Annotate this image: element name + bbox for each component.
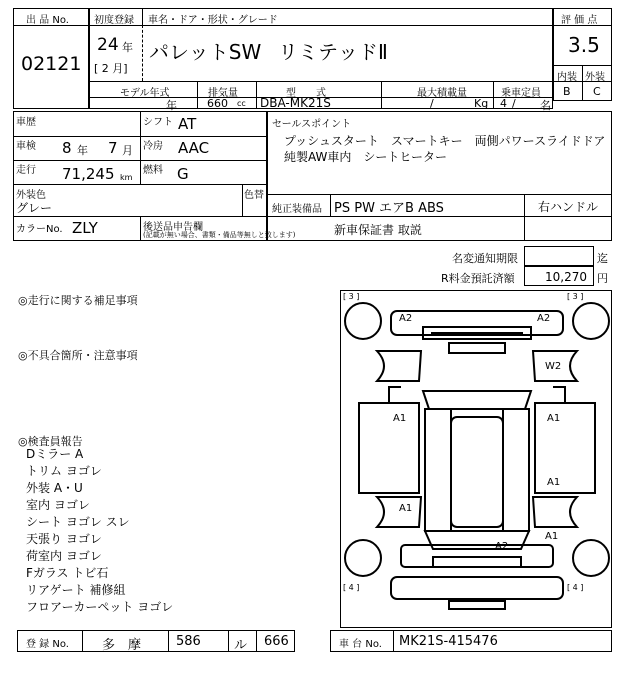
list-item: Dミラー A	[26, 447, 84, 461]
front-left-tag: [ 3 ]	[343, 292, 360, 301]
mileage-value: 71,245	[62, 165, 115, 183]
damage-mark-front-fender-right: W2	[545, 361, 562, 372]
damage-mark-rear-left: A1	[399, 503, 413, 514]
exterior-color-label: 外装色	[16, 190, 46, 201]
registration-class: 586	[176, 634, 201, 649]
car-name-label: 車名・ドア・形状・グレード	[148, 15, 278, 26]
list-item: 外装 A・U	[26, 481, 83, 495]
inspector-report-list	[26, 446, 326, 616]
registration-kana: ル	[234, 638, 248, 653]
recycle-fee-unit: 円	[597, 272, 608, 285]
chassis-number: MK21S-415476	[399, 634, 498, 649]
ac-value: AAC	[178, 139, 210, 157]
exterior-grade: C	[593, 85, 601, 98]
mileage-unit: km	[120, 173, 133, 182]
first-registration-label: 初度登録	[94, 15, 134, 26]
capacity-unit: 名	[540, 99, 551, 112]
remarks-area	[18, 290, 338, 630]
lot-number-box	[13, 8, 89, 109]
registration-box	[17, 630, 295, 652]
vehicle-header-box	[89, 8, 553, 112]
car-outline	[341, 291, 613, 629]
damage-mark-front-door-right: A1	[547, 413, 561, 424]
name-change-deadline-field	[524, 246, 594, 266]
interior-label: 内装	[557, 72, 577, 83]
rear-right-tag: [ 4 ]	[567, 583, 584, 592]
max-load-slash: /	[430, 97, 434, 110]
recycle-fee-value: 10,270	[545, 270, 587, 284]
rear-left-tag: [ 4 ]	[343, 583, 360, 592]
list-item: 天張り ヨゴレ	[26, 532, 102, 546]
displacement-label: 排気量	[208, 88, 238, 99]
shift-value: AT	[178, 115, 197, 133]
list-item: 荷室内 ヨゴレ	[26, 549, 102, 563]
score-box	[553, 8, 612, 101]
capacity-slash: /	[512, 97, 516, 110]
chassis-box	[330, 630, 612, 652]
fuel-value: G	[177, 165, 189, 183]
model-code: DBA-MK21S	[260, 96, 331, 110]
damage-mark-front-bumper-right: A2	[537, 313, 551, 324]
first-registration-year: 24	[97, 35, 119, 55]
ac-label: 冷房	[143, 141, 163, 152]
registration-label: 登 録 No.	[26, 639, 69, 650]
color-change-label: 色替	[244, 190, 264, 201]
inspection-year-unit: 年	[77, 144, 88, 157]
damage-mark-rear-right: A1	[545, 531, 559, 542]
score-value: 3.5	[568, 33, 600, 57]
inspection-year: 8	[62, 139, 72, 157]
displacement-unit: cc	[237, 99, 246, 108]
inspection-label: 車検	[16, 141, 36, 152]
sales-point-box	[267, 111, 612, 241]
car-damage-diagram	[340, 290, 612, 628]
chassis-label: 車 台 No.	[339, 639, 382, 650]
shift-label: シフト	[143, 117, 173, 128]
fuel-label: 燃料	[143, 165, 163, 176]
steering-value: 右ハンドル	[538, 200, 599, 214]
equipment-label: 純正装備品	[272, 204, 322, 215]
name-change-deadline-unit: 迄	[597, 252, 608, 265]
front-right-tag: [ 3 ]	[567, 292, 584, 301]
exterior-label: 外装	[585, 72, 605, 83]
name-change-deadline-label: 名変通知期限	[452, 252, 518, 265]
inspector-report-title: ◎検査員報告	[18, 435, 83, 448]
model-year-unit: 年	[166, 99, 177, 112]
mileage-label: 走行	[16, 165, 36, 176]
aftermarket-note: (記載が無い場合、書類・備品等無しと致します)	[143, 231, 296, 239]
aftermarket-label: 後送品申告欄	[143, 222, 203, 233]
warranty-value: 新車保証書 取説	[334, 223, 422, 237]
lot-number: 02121	[21, 53, 82, 75]
defects-remarks-title: ◎不具合箇所・注意事項	[18, 349, 138, 362]
car-grade: リミテッドⅡ	[278, 40, 388, 64]
list-item: 室内 ヨゴレ	[26, 498, 90, 512]
max-load-label: 最大積載量	[417, 88, 467, 99]
first-registration-year-unit: 年	[122, 41, 133, 54]
spec-box	[13, 111, 296, 241]
capacity-value: 4	[500, 97, 507, 110]
score-label: 評 価 点	[561, 15, 598, 26]
equipment-value: PS PW エアB ABS	[334, 201, 444, 216]
recycle-fee-field	[524, 266, 594, 286]
sales-point-line1: プッシュスタート スマートキー 両側パワースライドドア	[284, 134, 606, 148]
list-item: Fガラス トビ石	[26, 566, 109, 580]
max-load-unit: Kg	[474, 97, 489, 110]
color-number-label: カラーNo.	[16, 224, 63, 235]
displacement: 660	[207, 97, 228, 110]
list-item: フロアーカーペット ヨゴレ	[26, 600, 174, 614]
damage-mark-front-door-left: A1	[393, 413, 407, 424]
model-code-label: 型 式	[286, 88, 326, 99]
first-registration-month: [ 2 月]	[94, 62, 128, 75]
damage-mark-rear-gate: A2	[495, 541, 509, 552]
damage-mark-front-bumper-left: A2	[399, 313, 413, 324]
list-item: リアゲート 補修組	[26, 583, 126, 597]
registration-area: 多 摩	[102, 638, 142, 653]
color-number-value: ZLY	[72, 219, 98, 237]
capacity-label: 乗車定員	[501, 88, 541, 99]
history-label: 車歴	[16, 117, 36, 128]
interior-grade: B	[563, 85, 571, 98]
registration-number: 666	[264, 634, 289, 649]
sales-point-label: セールスポイント	[272, 119, 352, 130]
inspection-month: 7	[108, 139, 118, 157]
car-name: パレットSW	[149, 40, 262, 64]
sales-point-line2: 純製AW車内 シートヒーター	[284, 150, 447, 164]
inspection-month-unit: 月	[122, 144, 133, 157]
damage-mark-rear-door-right: A1	[547, 477, 561, 488]
exterior-color-value: グレー	[16, 201, 53, 215]
recycle-fee-label: R料金預託済額	[441, 272, 515, 285]
lot-number-label: 出 品 No.	[26, 15, 69, 26]
driving-remarks-title: ◎走行に関する補足事項	[18, 294, 138, 307]
list-item: トリム ヨゴレ	[26, 464, 102, 478]
list-item: シート ヨゴレ スレ	[26, 515, 130, 529]
model-year-label: モデル年式	[120, 88, 170, 99]
